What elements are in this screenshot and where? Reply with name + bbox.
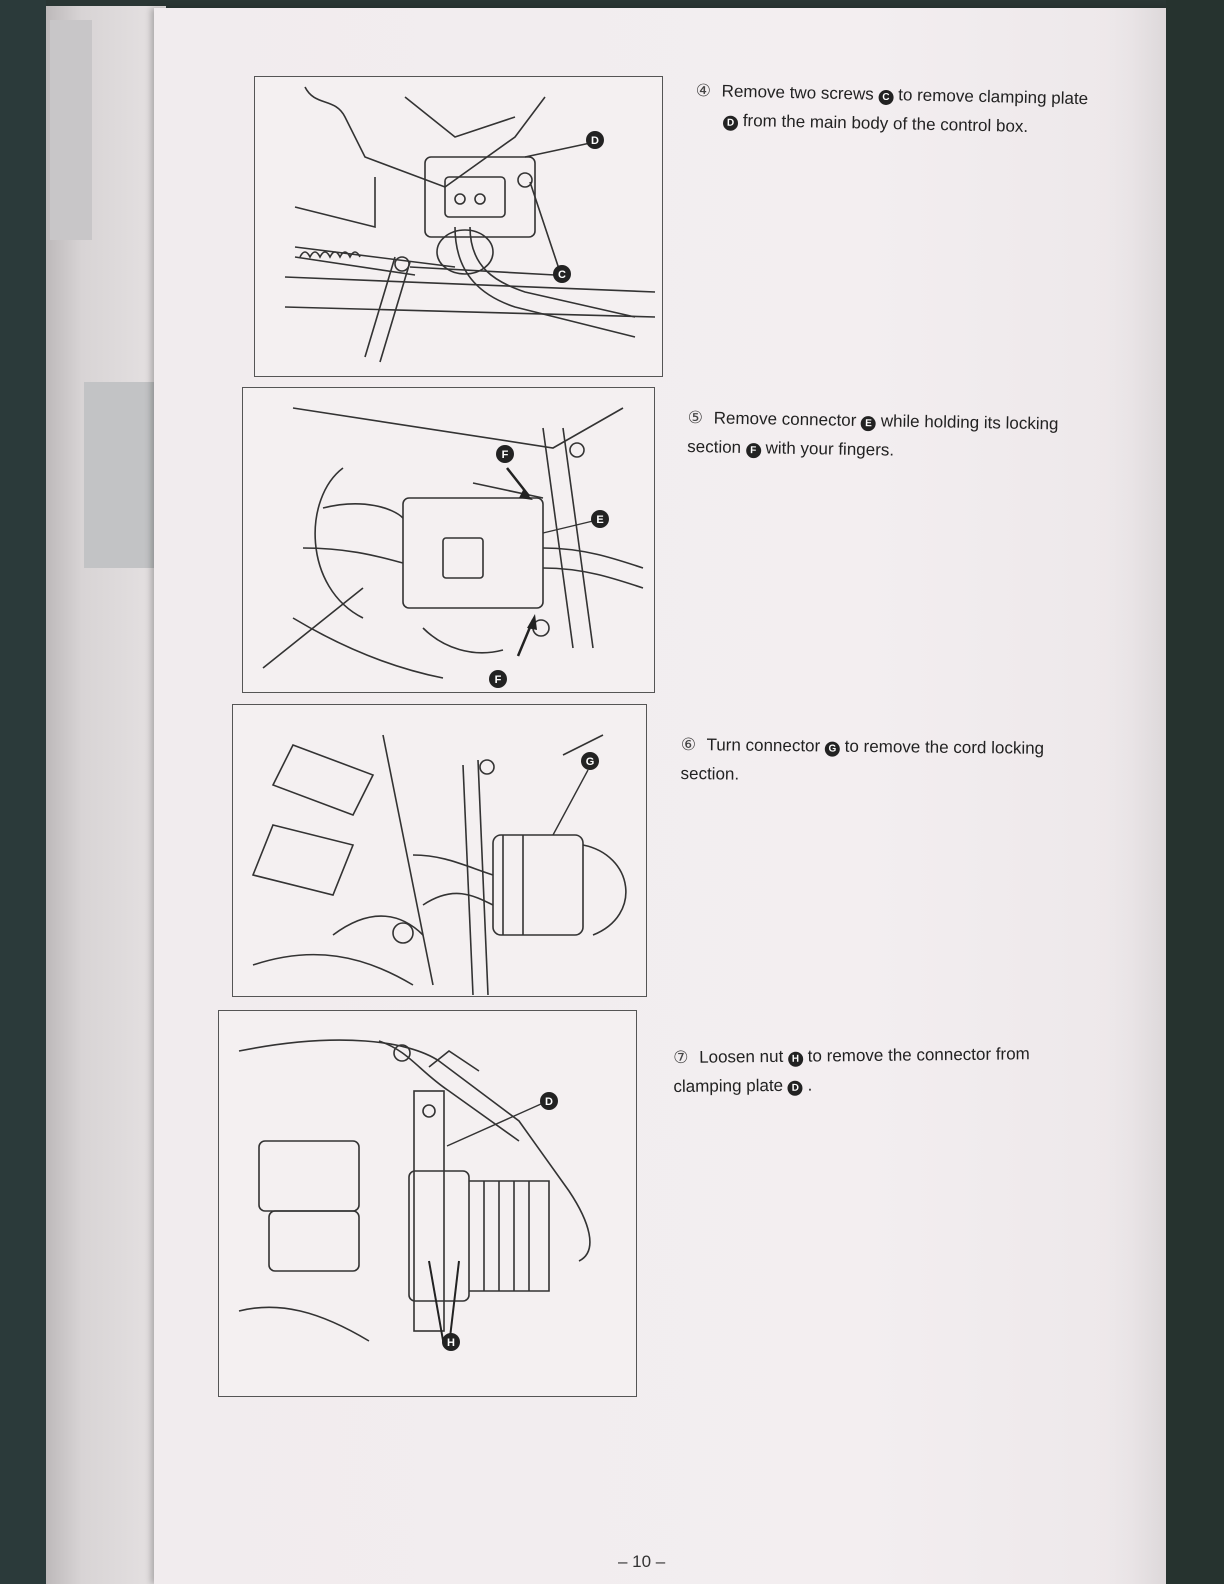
step-text: Loosen nut [699, 1046, 784, 1067]
figure-connector-nut [218, 1010, 637, 1397]
step-number: ⑦ [673, 1047, 689, 1067]
callout-e: E [596, 514, 604, 526]
callout-f: F [501, 449, 509, 461]
step-text: Remove connector [713, 408, 857, 430]
ref-h-icon: H [788, 1052, 803, 1067]
step-number: ④ [695, 80, 712, 101]
background-top [0, 0, 1224, 8]
background-left [0, 0, 46, 1584]
figure-control-box-screws [254, 76, 663, 377]
ref-e-icon: E [861, 416, 876, 431]
ref-g-icon: G [825, 742, 840, 757]
callout-g: G [585, 756, 595, 768]
page-tab [50, 20, 92, 240]
callout-c: C [558, 269, 566, 281]
step-text: to remove the cord locking section. [680, 736, 1045, 784]
ref-d-icon: D [723, 116, 738, 131]
callout-f: F [494, 674, 502, 686]
step-text: while holding its locking section [687, 411, 1059, 457]
step-number: ⑥ [680, 734, 697, 755]
step-text: to remove clamping plate [898, 85, 1089, 109]
step-6 [680, 730, 1097, 792]
callout-d: D [591, 135, 599, 147]
ref-f-icon: F [746, 443, 761, 458]
step-4 [695, 76, 1106, 143]
underlying-page [46, 6, 166, 1584]
ref-c-icon: C [878, 90, 893, 105]
illustration [219, 1011, 636, 1396]
step-text: with your fingers. [765, 438, 895, 460]
step-number: ⑤ [687, 407, 704, 428]
step-text: Turn connector [706, 735, 821, 756]
illustration [233, 705, 646, 996]
step-text: from the main body of the control box. [742, 110, 1029, 136]
background-right [1166, 0, 1224, 1584]
figure-cord-locking [232, 704, 647, 997]
illustration [255, 77, 662, 376]
page-number: – 10 – [618, 1552, 666, 1571]
callout-h: H [447, 1337, 455, 1349]
callout-d: D [545, 1096, 553, 1108]
step-5 [687, 403, 1104, 468]
step-text: to remove the connector from clamping plate [673, 1044, 1030, 1096]
step-text: Remove two screws [721, 81, 874, 104]
step-text: . [807, 1075, 813, 1095]
ref-d-icon: D [788, 1081, 803, 1096]
page-edge [1106, 8, 1169, 1584]
illustration [243, 388, 654, 692]
figure-connector-removal [242, 387, 655, 693]
step-7 [673, 1039, 1094, 1101]
